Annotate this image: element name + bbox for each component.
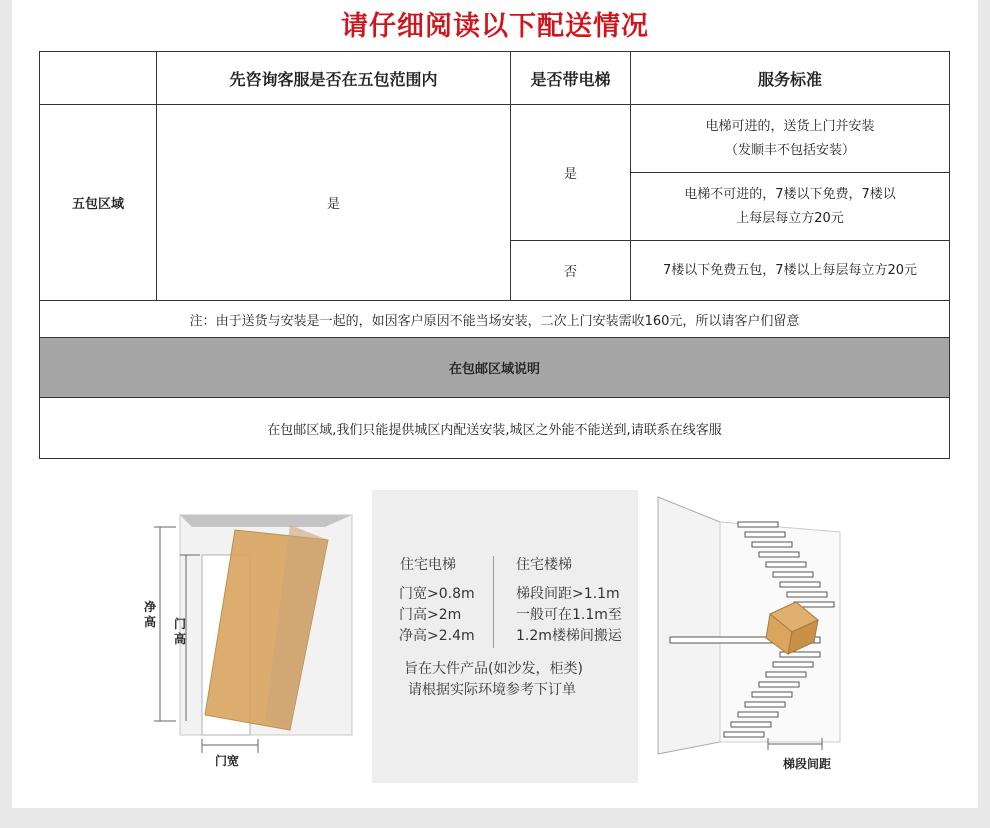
staircase-illustration (650, 492, 875, 782)
header-empty (40, 52, 157, 105)
door-width-label: 门宽 (215, 754, 240, 768)
footnote-2: 请根据实际环境参考下订单 (408, 682, 576, 698)
elevator-illustration (140, 505, 360, 775)
elevator-title: 住宅电梯 (400, 557, 456, 573)
standard-2-line1: 电梯不可进的，7楼以下免费，7楼以 (684, 186, 896, 202)
net-height-label: 净 高 (144, 600, 157, 629)
standard-cell-2 (631, 173, 950, 241)
elevator-no: 否 (511, 241, 631, 301)
stairs-title: 住宅楼梯 (516, 557, 572, 573)
elevator-spec-1: 门宽>0.8m (399, 586, 475, 602)
header-row (40, 52, 950, 105)
stairs-spec-2: 一般可在1.1m至 (516, 607, 622, 623)
note-row (40, 301, 950, 338)
delivery-table (39, 51, 950, 459)
elevator-spec-3: 净高>2.4m (399, 628, 475, 644)
in-range-value: 是 (157, 105, 511, 301)
standard-1-line2: （发顺丰不包括安装） (724, 142, 855, 158)
standard-cell-3: 7楼以下免费五包，7楼以上每层每立方20元 (631, 241, 950, 301)
page-title: 请仔细阅读以下配送情况 (341, 11, 649, 42)
footnote-1: 旨在大件产品(如沙发，柜类) (404, 661, 583, 677)
table-row (40, 105, 950, 173)
zone-label: 五包区域 (40, 105, 157, 301)
band-title: 在包邮区域说明 (40, 338, 950, 398)
elevator-spec-2: 门高>2m (399, 607, 462, 623)
standard-cell-1 (631, 105, 950, 173)
band-row (40, 338, 950, 398)
door-height-label: 门 高 (174, 617, 187, 646)
desc-row (40, 398, 950, 459)
stair-gap-label: 梯段间距 (783, 757, 832, 771)
elevator-yes: 是 (511, 105, 631, 241)
stairs-spec-1: 梯段间距>1.1m (516, 586, 620, 602)
band-description: 在包邮区域,我们只能提供城区内配送安装,城区之外能不能送到,请联系在线客服 (40, 398, 950, 459)
stairs-spec-3: 1.2m楼梯间搬运 (516, 628, 622, 644)
standard-1-line1: 电梯可进的，送货上门并安装 (705, 118, 875, 134)
note-text: 注：由于送货与安装是一起的，如因客户原因不能当场安装，二次上门安装需收160元，所以请客户们留意 (40, 301, 950, 338)
standard-2-line2: 上每层每立方20元 (736, 210, 844, 226)
header-standard: 服务标准 (631, 52, 950, 105)
header-elevator: 是否带电梯 (511, 52, 631, 105)
header-consult: 先咨询客服是否在五包范围内 (157, 52, 511, 105)
spec-divider (493, 556, 494, 648)
